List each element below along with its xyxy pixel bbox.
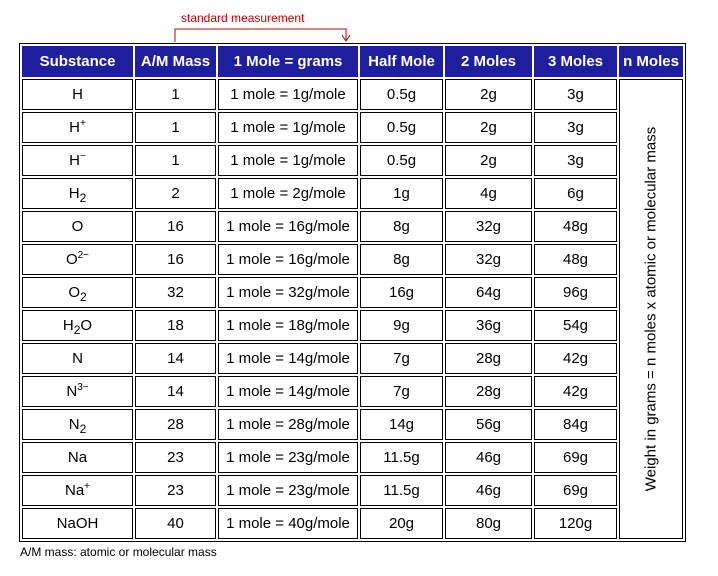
table-row bbox=[22, 79, 683, 110]
substance-cell bbox=[22, 244, 133, 275]
header-am-mass: A/M Mass bbox=[135, 46, 216, 77]
half-mole-cell: 0.5g bbox=[360, 112, 443, 143]
three-moles-cell: 96g bbox=[534, 277, 617, 308]
half-mole-cell: 1g bbox=[360, 178, 443, 209]
header-three-moles: 3 Moles bbox=[534, 46, 617, 77]
table-row bbox=[22, 442, 683, 473]
mass-cell: 1 bbox=[135, 112, 216, 143]
one-mole-cell: 1 mole = 1g/mole bbox=[218, 79, 358, 110]
half-mole-cell: 0.5g bbox=[360, 145, 443, 176]
half-mole-cell: 7g bbox=[360, 376, 443, 407]
substance-cell bbox=[22, 310, 133, 341]
two-moles-cell: 32g bbox=[445, 244, 532, 275]
table-row bbox=[22, 475, 683, 506]
one-mole-cell: 1 mole = 40g/mole bbox=[218, 508, 358, 539]
formula-base: O bbox=[68, 284, 80, 301]
half-mole-cell: 14g bbox=[360, 409, 443, 440]
header-substance: Substance bbox=[22, 46, 133, 77]
two-moles-cell: 4g bbox=[445, 178, 532, 209]
two-moles-cell: 32g bbox=[445, 211, 532, 242]
substance-cell bbox=[22, 145, 133, 176]
formula-base: N bbox=[66, 383, 78, 400]
formula-base: N bbox=[68, 416, 80, 433]
one-mole-cell: 1 mole = 14g/mole bbox=[218, 376, 358, 407]
mass-cell: 2 bbox=[135, 178, 216, 209]
one-mole-cell: 1 mole = 32g/mole bbox=[218, 277, 358, 308]
three-moles-cell: 6g bbox=[534, 178, 617, 209]
substance-cell bbox=[22, 475, 133, 506]
header-half-mole: Half Mole bbox=[360, 46, 443, 77]
formula-base: O bbox=[71, 218, 84, 235]
formula-tail: O bbox=[80, 317, 93, 334]
three-moles-cell: 48g bbox=[534, 244, 617, 275]
half-mole-cell: 9g bbox=[360, 310, 443, 341]
substance-cell bbox=[22, 211, 133, 242]
one-mole-cell: 1 mole = 23g/mole bbox=[218, 475, 358, 506]
three-moles-cell: 48g bbox=[534, 211, 617, 242]
table-row bbox=[22, 409, 683, 440]
substance-cell bbox=[22, 442, 133, 473]
two-moles-cell: 56g bbox=[445, 409, 532, 440]
table-row bbox=[22, 211, 683, 242]
half-mole-cell: 8g bbox=[360, 211, 443, 242]
formula-subscript: 2 bbox=[79, 290, 87, 304]
mass-cell: 32 bbox=[135, 277, 216, 308]
formula-base: H bbox=[69, 152, 80, 169]
table-row bbox=[22, 277, 683, 308]
mass-cell: 16 bbox=[135, 244, 216, 275]
formula-base: N bbox=[72, 350, 83, 367]
annotation-label: standard measurement bbox=[181, 11, 305, 25]
mass-cell: 16 bbox=[135, 211, 216, 242]
one-mole-cell: 1 mole = 1g/mole bbox=[218, 112, 358, 143]
formula-base: O bbox=[65, 251, 78, 268]
half-mole-cell: 20g bbox=[360, 508, 443, 539]
mass-cell: 23 bbox=[135, 442, 216, 473]
two-moles-cell: 46g bbox=[445, 475, 532, 506]
three-moles-cell: 3g bbox=[534, 112, 617, 143]
table-row bbox=[22, 178, 683, 209]
table-row bbox=[22, 343, 683, 374]
footnote: A/M mass: atomic or molecular mass bbox=[20, 545, 217, 559]
moles-table bbox=[19, 43, 686, 542]
table-row bbox=[22, 310, 683, 341]
table-body bbox=[22, 79, 683, 539]
half-mole-cell: 8g bbox=[360, 244, 443, 275]
formula-subscript: 2 bbox=[73, 323, 81, 337]
substance-cell bbox=[22, 343, 133, 374]
mass-cell: 23 bbox=[135, 475, 216, 506]
one-mole-cell: 1 mole = 23g/mole bbox=[218, 442, 358, 473]
half-mole-cell: 11.5g bbox=[360, 442, 443, 473]
formula-charge: 2− bbox=[77, 250, 90, 261]
formula-charge: + bbox=[80, 118, 86, 129]
formula-subscript: 2 bbox=[79, 191, 87, 205]
standard-measurement-annotation bbox=[0, 0, 718, 44]
formula-base: H bbox=[62, 317, 74, 334]
header-one-mole: 1 Mole = grams bbox=[218, 46, 358, 77]
one-mole-cell: 1 mole = 14g/mole bbox=[218, 343, 358, 374]
table-row bbox=[22, 112, 683, 143]
formula-base: Na bbox=[64, 482, 85, 499]
half-mole-cell: 16g bbox=[360, 277, 443, 308]
table-row bbox=[22, 376, 683, 407]
formula-base: H bbox=[69, 119, 80, 136]
header-row bbox=[22, 46, 683, 77]
one-mole-cell: 1 mole = 1g/mole bbox=[218, 145, 358, 176]
substance-cell bbox=[22, 508, 133, 539]
formula-subscript: 2 bbox=[79, 422, 87, 436]
half-mole-cell: 7g bbox=[360, 343, 443, 374]
two-moles-cell: 2g bbox=[445, 145, 532, 176]
mass-cell: 1 bbox=[135, 79, 216, 110]
mass-cell: 18 bbox=[135, 310, 216, 341]
three-moles-cell: 3g bbox=[534, 145, 617, 176]
two-moles-cell: 36g bbox=[445, 310, 532, 341]
substance-cell bbox=[22, 112, 133, 143]
two-moles-cell: 80g bbox=[445, 508, 532, 539]
one-mole-cell: 1 mole = 16g/mole bbox=[218, 211, 358, 242]
substance-cell bbox=[22, 376, 133, 407]
bracket-arrow-icon bbox=[0, 0, 718, 44]
formula-charge: − bbox=[80, 151, 86, 162]
mass-cell: 28 bbox=[135, 409, 216, 440]
formula-base: H bbox=[68, 185, 80, 202]
header-n-moles: n Moles bbox=[619, 46, 683, 77]
mass-cell: 14 bbox=[135, 376, 216, 407]
mass-cell: 40 bbox=[135, 508, 216, 539]
table-row bbox=[22, 508, 683, 539]
three-moles-cell: 84g bbox=[534, 409, 617, 440]
three-moles-cell: 54g bbox=[534, 310, 617, 341]
substance-cell bbox=[22, 277, 133, 308]
two-moles-cell: 2g bbox=[445, 79, 532, 110]
substance-cell bbox=[22, 79, 133, 110]
two-moles-cell: 28g bbox=[445, 343, 532, 374]
one-mole-cell: 1 mole = 16g/mole bbox=[218, 244, 358, 275]
three-moles-cell: 3g bbox=[534, 79, 617, 110]
half-mole-cell: 11.5g bbox=[360, 475, 443, 506]
header-two-moles: 2 Moles bbox=[445, 46, 532, 77]
formula-charge: 3− bbox=[77, 382, 89, 393]
formula-base: H bbox=[72, 86, 83, 103]
three-moles-cell: 42g bbox=[534, 343, 617, 374]
n-moles-formula-note: Weight in grams = n moles x atomic or molecular mass bbox=[642, 126, 660, 492]
formula-base: NaOH bbox=[56, 515, 99, 532]
mass-cell: 14 bbox=[135, 343, 216, 374]
three-moles-cell: 69g bbox=[534, 442, 617, 473]
two-moles-cell: 2g bbox=[445, 112, 532, 143]
substance-cell bbox=[22, 409, 133, 440]
formula-charge: + bbox=[84, 481, 91, 492]
three-moles-cell: 120g bbox=[534, 508, 617, 539]
three-moles-cell: 42g bbox=[534, 376, 617, 407]
n-moles-cell bbox=[619, 79, 683, 539]
table-row bbox=[22, 244, 683, 275]
one-mole-cell: 1 mole = 18g/mole bbox=[218, 310, 358, 341]
half-mole-cell: 0.5g bbox=[360, 79, 443, 110]
two-moles-cell: 64g bbox=[445, 277, 532, 308]
table-row bbox=[22, 145, 683, 176]
mass-cell: 1 bbox=[135, 145, 216, 176]
one-mole-cell: 1 mole = 2g/mole bbox=[218, 178, 358, 209]
two-moles-cell: 28g bbox=[445, 376, 532, 407]
two-moles-cell: 46g bbox=[445, 442, 532, 473]
formula-base: Na bbox=[67, 449, 88, 466]
substance-cell bbox=[22, 178, 133, 209]
one-mole-cell: 1 mole = 28g/mole bbox=[218, 409, 358, 440]
three-moles-cell: 69g bbox=[534, 475, 617, 506]
